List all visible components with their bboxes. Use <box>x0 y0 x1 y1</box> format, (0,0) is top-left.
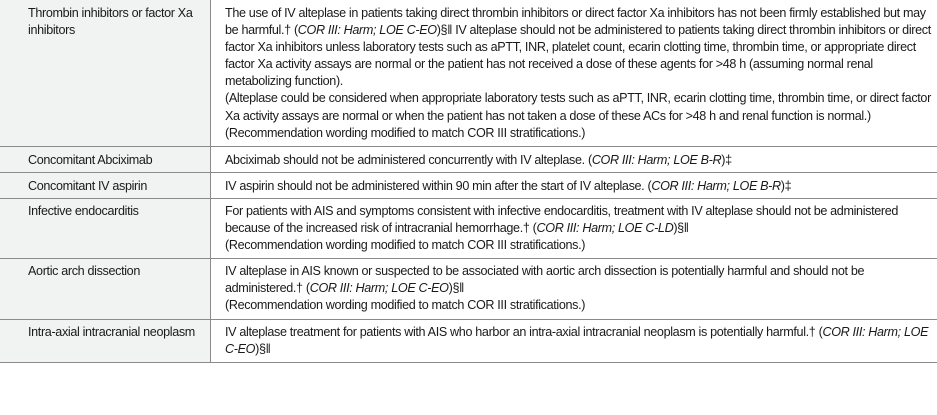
table-row <box>0 146 937 172</box>
recommendation-cell <box>211 0 937 146</box>
recommendation-text: For patients with AIS and symptoms consistent with infective endocarditis, treatment with IV alteplase should not be administered because of the increased risk of intracranial hemorrhage.† (COR III: Harm; LOE C-LD)§ǁ <box>225 203 899 236</box>
row-label: Intra-axial intracranial neoplasm <box>28 324 195 339</box>
table-row <box>0 259 937 319</box>
recommendation-cell <box>211 172 937 198</box>
cor-loe-citation: COR III: Harm; LOE B-R <box>651 178 781 193</box>
row-label: Thrombin inhibitors or factor Xa inhibitors <box>28 6 193 38</box>
row-label-cell <box>0 172 211 198</box>
wording-note: (Recommendation wording modified to match COR III stratifications.) <box>225 298 586 313</box>
recommendation-cell <box>211 146 937 172</box>
wording-note: (Recommendation wording modified to match COR III stratifications.) <box>225 238 586 253</box>
row-label-cell <box>0 146 211 172</box>
row-label-cell <box>0 0 211 146</box>
table-row <box>0 198 937 258</box>
wording-note: (Recommendation wording modified to match COR III stratifications.) <box>225 125 586 140</box>
row-label: Concomitant Abciximab <box>28 152 153 167</box>
table-row <box>0 172 937 198</box>
table-row <box>0 0 937 146</box>
cor-loe-citation: COR III: Harm; LOE C-EO <box>225 324 929 356</box>
recommendation-text: IV alteplase treatment for patients with AIS who harbor an intra-axial intracranial neoplasm is potentially harmful.† (COR III: Harm; LOE C-EO)§ǁ <box>225 324 929 356</box>
recommendation-text: IV aspirin should not be administered within 90 min after the start of IV alteplase. (COR III: Harm; LOE B-R)‡ <box>225 178 792 193</box>
row-label: Aortic arch dissection <box>28 264 140 279</box>
recommendation-text: The use of IV alteplase in patients taking direct thrombin inhibitors or direct factor Xa inhibitors has not been firmly established but may be harmful.† (COR III: Harm; LOE C-EO)§ǁ IV alteplase should not be administered to patients taking direct thrombin inhibitors or direct factor Xa inhibitors unless laboratory tests such as aPTT, INR, platelet count, ecarin clotting time, thrombin time, or appropriate direct factor Xa activity assays are normal or the patient has not received a dose of these agents for >48 h (assuming normal renal metabolizing function). <box>225 6 931 89</box>
recommendation-cell <box>211 319 937 362</box>
cor-loe-citation: COR III: Harm; LOE B-R <box>591 152 722 167</box>
row-label: Concomitant IV aspirin <box>28 178 147 193</box>
row-label-cell <box>0 319 211 362</box>
recommendation-note: (Alteplase could be considered when appropriate laboratory tests such as aPTT, INR, ecarin clotting time, thrombin time, or direct factor Xa activity assays are normal or when the patient has not taken a dose of these ACs for >48 h and renal function is normal.) <box>225 91 931 123</box>
recommendation-cell <box>211 198 937 258</box>
cor-loe-citation: COR III: Harm; LOE C-EO <box>309 281 449 296</box>
recommendation-text: Abciximab should not be administered concurrently with IV alteplase. (COR III: Harm; LOE B-R)‡ <box>225 152 732 167</box>
cor-loe-citation: COR III: Harm; LOE C-EO <box>297 23 437 38</box>
row-label-cell <box>0 198 211 258</box>
table-row <box>0 319 937 362</box>
recommendation-cell <box>211 259 937 319</box>
row-label-cell <box>0 259 211 319</box>
cor-loe-citation: COR III: Harm; LOE C-LD <box>536 221 674 236</box>
recommendation-text: IV alteplase in AIS known or suspected to be associated with aortic arch dissection is potentially harmful and should not be administered.† (COR III: Harm; LOE C-EO)§ǁ <box>225 264 865 296</box>
row-label: Infective endocarditis <box>28 203 139 218</box>
